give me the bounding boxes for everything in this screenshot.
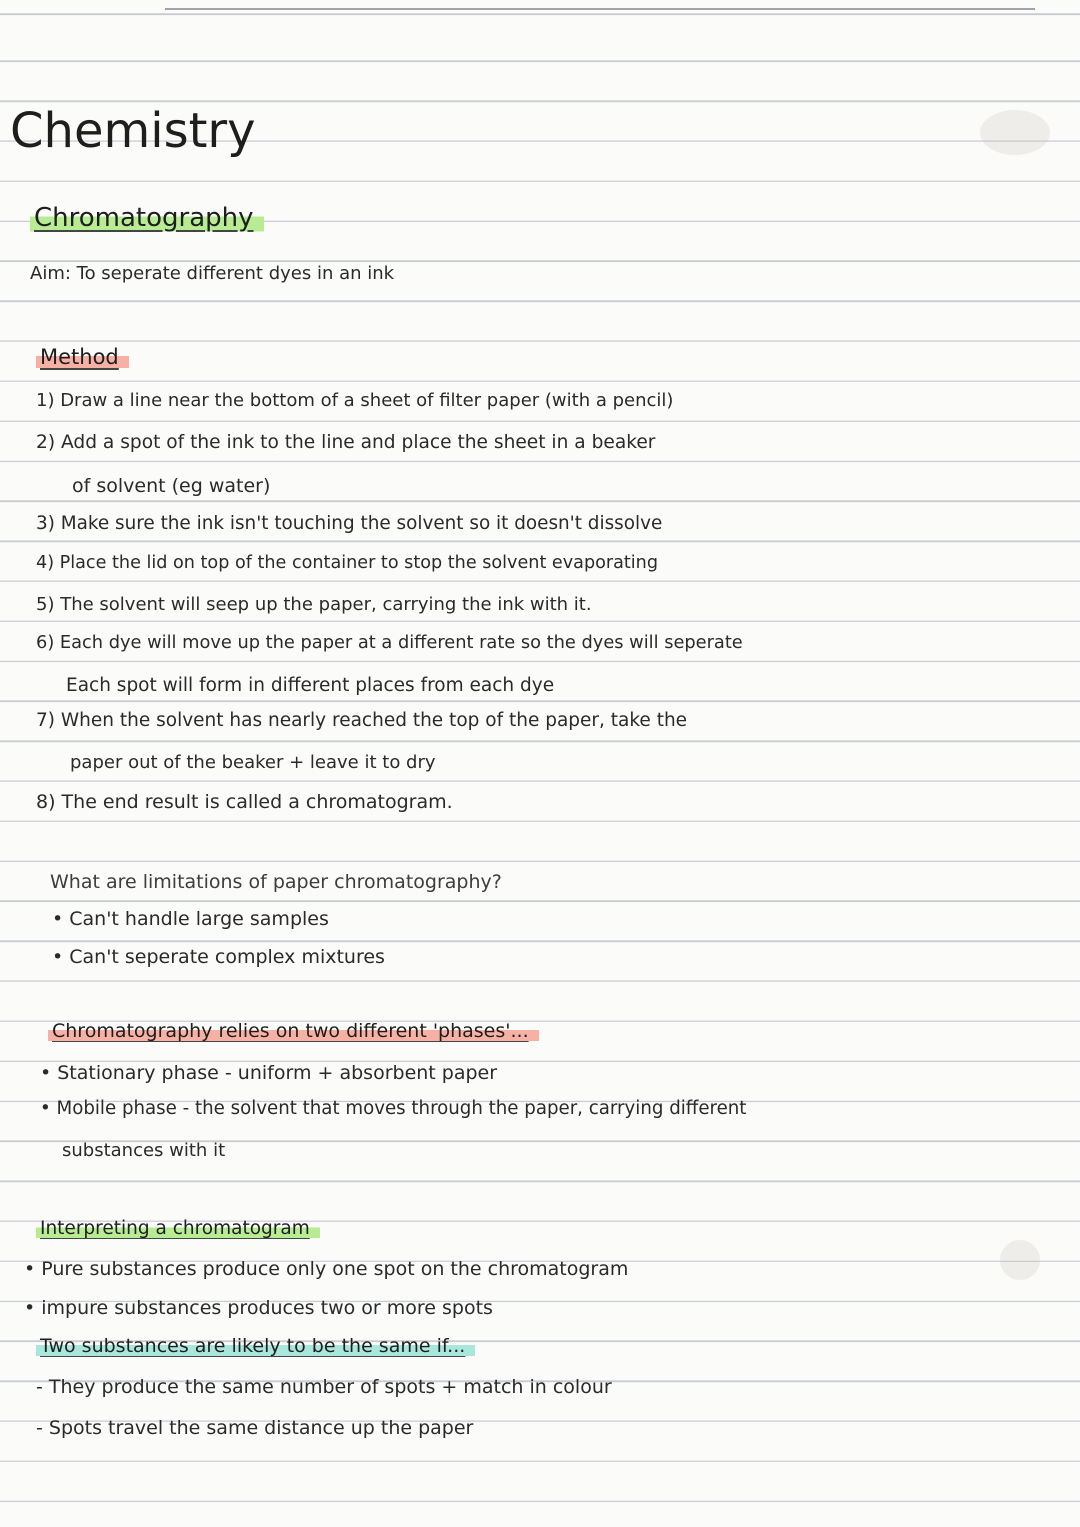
phase-item: • Stationary phase - uniform + absorbent paper — [40, 1062, 498, 1084]
method-step: 3) Make sure the ink isn't touching the solvent so it doesn't dissolve — [36, 513, 663, 534]
paper-stain — [980, 110, 1050, 155]
method-heading-text: Method — [36, 345, 129, 369]
method-step-continued: paper out of the beaker + leave it to dry — [70, 752, 436, 773]
phase-item: • Mobile phase - the solvent that moves through the paper, carrying different — [40, 1098, 747, 1119]
aim-line: Aim: To seperate different dyes in an ink — [30, 263, 395, 284]
interpreting-item: • impure substances produces two or more spots — [24, 1297, 493, 1319]
limitations-question: What are limitations of paper chromatography? — [50, 871, 502, 893]
method-step: 7) When the solvent has nearly reached the top of the paper, take the — [36, 710, 688, 731]
interpreting-heading — [36, 1218, 320, 1239]
phases-heading-text: Chromatography relies on two different 'phases'... — [48, 1020, 539, 1042]
phase-item-continued: substances with it — [62, 1140, 226, 1161]
paper-stain — [1000, 1240, 1040, 1280]
method-step: 6) Each dye will move up the paper at a different rate so the dyes will seperate — [36, 632, 743, 653]
interpreting-heading-text: Interpreting a chromatogram — [36, 1218, 320, 1239]
phases-heading — [48, 1020, 539, 1042]
method-step: 8) The end result is called a chromatogram. — [36, 791, 453, 813]
method-step: 5) The solvent will seep up the paper, carrying the ink with it. — [36, 594, 592, 615]
method-step: 2) Add a spot of the ink to the line and place the sheet in a beaker — [36, 432, 656, 453]
page-title: Chemistry — [10, 103, 256, 159]
method-step-continued: Each spot will form in different places from each dye — [66, 675, 555, 696]
same-substances-item: - They produce the same number of spots + match in colour — [36, 1376, 612, 1398]
chromatography-heading-text: Chromatography — [30, 203, 264, 233]
section-heading-chromatography — [30, 203, 264, 233]
limitation-item: • Can't seperate complex mixtures — [52, 946, 385, 968]
page-top-edge — [165, 8, 1035, 10]
method-step: 4) Place the lid on top of the container to stop the solvent evaporating — [36, 553, 659, 573]
interpreting-item: • Pure substances produce only one spot on the chromatogram — [24, 1258, 629, 1280]
method-step: 1) Draw a line near the bottom of a sheet of filter paper (with a pencil) — [36, 390, 674, 411]
method-step-continued: of solvent (eg water) — [72, 475, 271, 497]
same-substances-heading — [36, 1335, 475, 1357]
same-substances-heading-text: Two substances are likely to be the same if... — [36, 1335, 475, 1357]
method-heading — [36, 345, 129, 369]
limitation-item: • Can't handle large samples — [52, 908, 329, 930]
same-substances-item: - Spots travel the same distance up the paper — [36, 1417, 474, 1439]
